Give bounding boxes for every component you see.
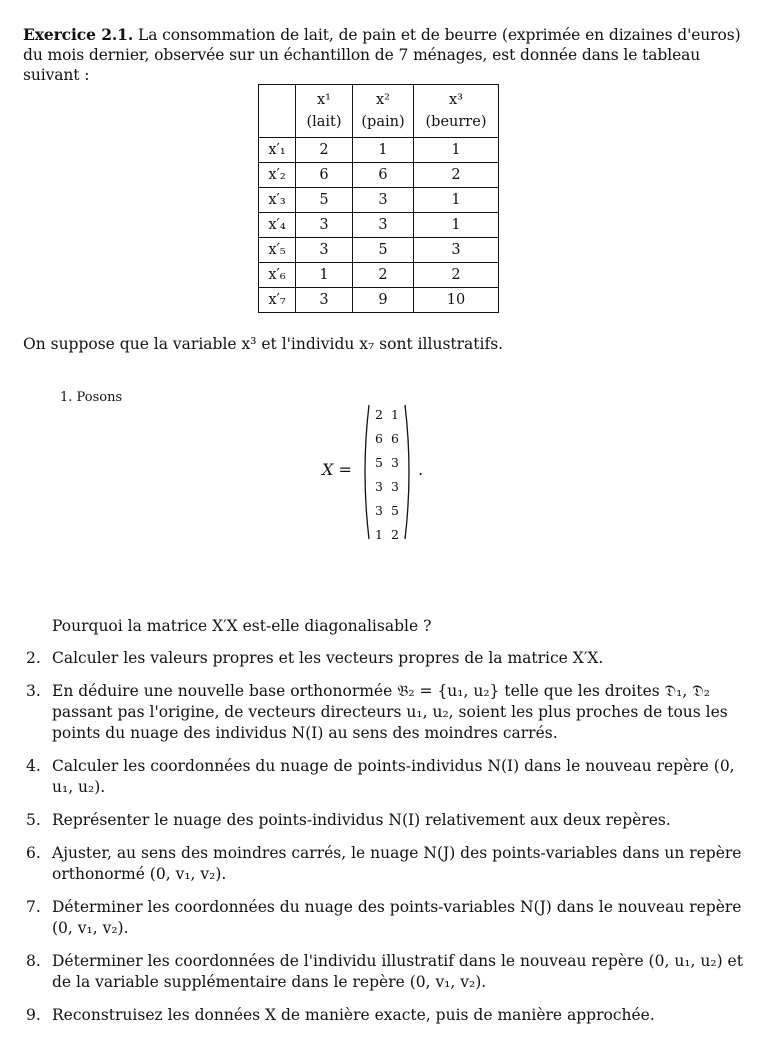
row-label: x′₂ bbox=[259, 163, 296, 188]
item-number: 7. bbox=[26, 898, 41, 916]
row-label: x′₁ bbox=[259, 138, 296, 163]
row-label: x′₃ bbox=[259, 188, 296, 213]
column-header-pain: x² (pain) bbox=[353, 85, 414, 138]
matrix-lhs: X = bbox=[322, 460, 352, 479]
item-number: 2. bbox=[26, 649, 41, 667]
item-number: 6. bbox=[26, 844, 41, 862]
matrix-entry: 3 bbox=[375, 479, 383, 494]
table-cell: 3 bbox=[353, 188, 414, 213]
posons-label: 1. Posons bbox=[60, 390, 123, 405]
table-cell: 3 bbox=[296, 213, 353, 238]
table-cell: 1 bbox=[414, 213, 499, 238]
table-cell: 2 bbox=[414, 163, 499, 188]
matrix-end: . bbox=[418, 460, 424, 479]
item-text: Représenter le nuage des points-individus N(I) relativement aux deux repères. bbox=[52, 811, 671, 829]
matrix-entry: 1 bbox=[391, 407, 399, 422]
item-text: Déterminer les coordonnées du nuage des points-variables N(J) dans le nouveau repère (0, v₁, v₂). bbox=[52, 898, 742, 937]
item-number: 8. bbox=[26, 952, 41, 970]
row-label: x′₇ bbox=[259, 288, 296, 313]
list-item bbox=[26, 648, 750, 669]
table-cell: 3 bbox=[296, 238, 353, 263]
row-label: x′₅ bbox=[259, 238, 296, 263]
list-item bbox=[26, 681, 750, 744]
supposition-text: On suppose que la variable x³ et l'individu x₇ sont illustratifs. bbox=[23, 335, 504, 353]
list-item bbox=[26, 843, 750, 885]
matrix-entry: 5 bbox=[375, 455, 383, 470]
question-diagonalisable: Pourquoi la matrice X′X est-elle diagonalisable ? bbox=[52, 617, 432, 635]
item-number: 5. bbox=[26, 811, 41, 829]
item-number: 4. bbox=[26, 757, 41, 775]
table-cell: 6 bbox=[296, 163, 353, 188]
table-cell: 3 bbox=[353, 213, 414, 238]
table-cell: 3 bbox=[414, 238, 499, 263]
table-cell: 6 bbox=[353, 163, 414, 188]
list-item bbox=[26, 756, 750, 798]
table-cell: 1 bbox=[353, 138, 414, 163]
table-row bbox=[259, 188, 499, 213]
item-number: 9. bbox=[26, 1006, 41, 1024]
matrix-entry: 3 bbox=[391, 479, 399, 494]
exercise-label: Exercice 2.1. bbox=[23, 25, 134, 44]
table-cell: 10 bbox=[414, 288, 499, 313]
matrix-entry: 1 bbox=[375, 527, 383, 542]
table-row bbox=[259, 263, 499, 288]
matrix-entry: 3 bbox=[375, 503, 383, 518]
table-cell: 2 bbox=[414, 263, 499, 288]
matrix-entry: 6 bbox=[375, 431, 383, 446]
table-cell: 3 bbox=[296, 288, 353, 313]
exercise-intro bbox=[23, 25, 745, 85]
table-cell: 1 bbox=[414, 188, 499, 213]
column-header-beurre: x³ (beurre) bbox=[414, 85, 499, 138]
item-text: Reconstruisez les données X de manière exacte, puis de manière approchée. bbox=[52, 1006, 655, 1024]
matrix-entry: 5 bbox=[391, 503, 399, 518]
table-row bbox=[259, 238, 499, 263]
left-paren-icon bbox=[365, 405, 369, 539]
table-corner-cell bbox=[259, 85, 296, 138]
table-cell: 2 bbox=[353, 263, 414, 288]
table-row bbox=[259, 288, 499, 313]
consumption-table bbox=[258, 84, 499, 313]
table-cell: 9 bbox=[353, 288, 414, 313]
right-paren-icon bbox=[405, 405, 409, 539]
row-label: x′₄ bbox=[259, 213, 296, 238]
table-header-row bbox=[259, 85, 499, 138]
table-row bbox=[259, 138, 499, 163]
item-text: Calculer les coordonnées du nuage de points-individus N(I) dans le nouveau repère (0, u₁, u₂). bbox=[52, 757, 735, 796]
matrix-entry: 6 bbox=[391, 431, 399, 446]
exercise-text: La consommation de lait, de pain et de beurre (exprimée en dizaines d'euros) du mois dernier, observée sur un échantillon de 7 ménages, est donnée dans le tableau suivant : bbox=[23, 26, 741, 84]
table-cell: 5 bbox=[296, 188, 353, 213]
item-text: Déterminer les coordonnées de l'individu illustratif dans le nouveau repère (0, u₁, u₂) et de la variable supplémentaire dans le repère (0, v₁, v₂). bbox=[52, 952, 743, 991]
item-number: 3. bbox=[26, 682, 41, 700]
table-cell: 1 bbox=[296, 263, 353, 288]
matrix-entry: 2 bbox=[375, 407, 383, 422]
list-item bbox=[26, 951, 750, 993]
item-text: Ajuster, au sens des moindres carrés, le nuage N(J) des points-variables dans un repère orthonormé (0, v₁, v₂). bbox=[52, 844, 742, 883]
matrix-entry: 2 bbox=[391, 527, 399, 542]
task-list bbox=[26, 648, 750, 1038]
table-cell: 1 bbox=[414, 138, 499, 163]
table-row bbox=[259, 213, 499, 238]
item-text: En déduire une nouvelle base orthonormée 𝔅₂ = {u₁, u₂} telle que les droites 𝔇₁, 𝔇₂ passant pas l'origine, de vecteurs directeurs u₁, u₂, soient les plus proches de tous les points du nuage des individus N(I) au sens des moindres carrés. bbox=[52, 682, 728, 742]
item-text: Calculer les valeurs propres et les vecteurs propres de la matrice X′X. bbox=[52, 649, 604, 667]
list-item bbox=[26, 810, 750, 831]
column-header-lait: x¹ (lait) bbox=[296, 85, 353, 138]
row-label: x′₆ bbox=[259, 263, 296, 288]
list-item bbox=[26, 1005, 750, 1026]
table-row bbox=[259, 163, 499, 188]
matrix-x bbox=[360, 402, 414, 542]
list-item bbox=[26, 897, 750, 939]
matrix-entry: 3 bbox=[391, 455, 399, 470]
table-cell: 5 bbox=[353, 238, 414, 263]
table-cell: 2 bbox=[296, 138, 353, 163]
